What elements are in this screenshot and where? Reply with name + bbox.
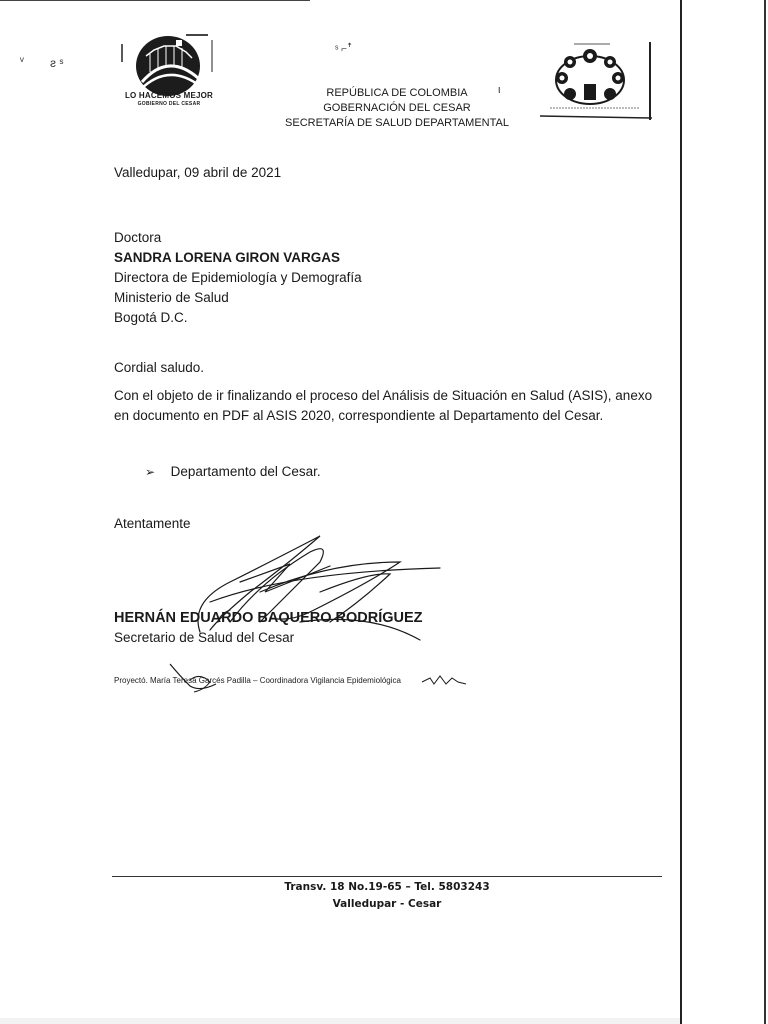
letter-date: Valledupar, 09 abril de 2021 bbox=[114, 165, 282, 180]
initials-mark bbox=[160, 662, 220, 698]
logo-subcaption: GOBIERNO DEL CESAR bbox=[137, 101, 201, 107]
handwritten-signature bbox=[170, 522, 450, 652]
header-line-gobernacion: GOBERNACIÓN DEL CESAR bbox=[323, 102, 471, 114]
bullet-arrow-icon: ➢ bbox=[145, 465, 156, 479]
bullet-text: Departamento del Cesar. bbox=[170, 464, 321, 479]
signer-name: HERNÁN EDUARDO BAQUERO RODRÍGUEZ bbox=[114, 610, 423, 626]
gobernacion-cesar-logo bbox=[120, 32, 216, 122]
recipient-title: Doctora bbox=[114, 230, 162, 245]
scan-bottom-band bbox=[0, 1018, 680, 1024]
letterhead-header bbox=[262, 86, 532, 131]
greeting: Cordial saludo. bbox=[114, 360, 205, 375]
recipient-block bbox=[114, 228, 362, 328]
signer-position: Secretario de Salud del Cesar bbox=[114, 630, 295, 645]
initials-mark bbox=[420, 672, 468, 688]
recipient-city: Bogotá D.C. bbox=[114, 310, 188, 325]
closing: Atentamente bbox=[114, 516, 191, 531]
scan-speck: ᵛ bbox=[20, 54, 24, 68]
scan-speck: ι bbox=[498, 84, 501, 96]
recipient-name: SANDRA LORENA GIRON VARGAS bbox=[114, 250, 341, 265]
scan-edge bbox=[764, 0, 766, 1024]
header-line-republic: REPÚBLICA DE COLOMBIA bbox=[326, 87, 468, 99]
bullet-item bbox=[145, 462, 321, 482]
footer-city: Valledupar - Cesar bbox=[332, 898, 442, 910]
body-paragraph: Con el objeto de ir finalizando el proceso del Análisis de Situación en Salud (ASIS), anexo en documento en PDF al ASIS 2020, correspondiente al Departamento del Cesar. bbox=[114, 388, 653, 423]
scan-speck: ƨ ˢ bbox=[50, 56, 64, 70]
page-top-edge bbox=[0, 0, 310, 1]
footer-rule bbox=[112, 876, 662, 877]
prepared-by-note: Proyectó. María Teresa Garcés Padilla – Coordinadora Vigilancia Epidemiológica bbox=[114, 676, 401, 685]
header-line-secretaria: SECRETARÍA DE SALUD DEPARTAMENTAL bbox=[285, 117, 509, 129]
footer-block bbox=[112, 879, 662, 913]
logo-caption: LO HACEMOS MEJOR bbox=[124, 91, 214, 100]
cesar-health-seal bbox=[540, 40, 652, 120]
recipient-institution: Ministerio de Salud bbox=[114, 290, 229, 305]
recipient-position: Directora de Epidemiología y Demografía bbox=[114, 270, 362, 285]
page-right-edge bbox=[680, 0, 682, 1024]
footer-address: Transv. 18 No.19-65 – Tel. 5803243 bbox=[284, 881, 490, 893]
scan-speck: ˢ ⌐ꜛ bbox=[335, 44, 353, 55]
